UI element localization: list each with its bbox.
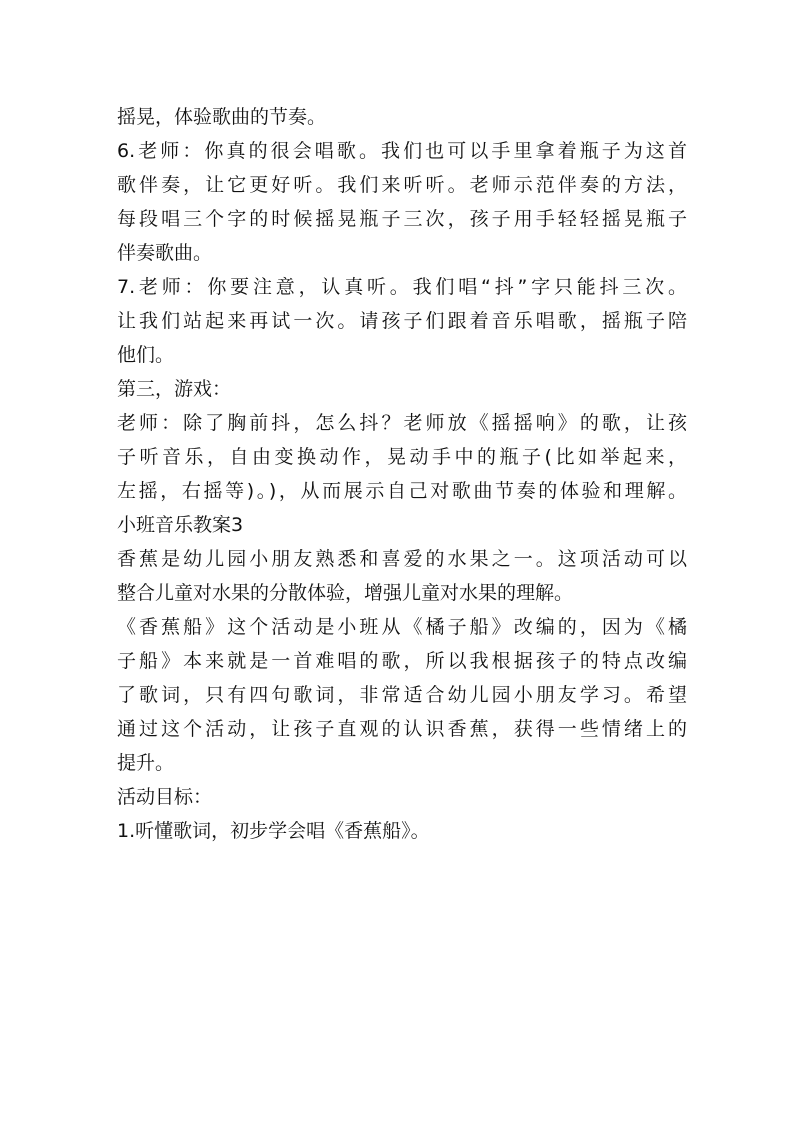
text-line-12: 左摇，右摇等)。)，从而展示自己对歌曲节奏的体验和理解。 [117, 480, 687, 502]
text-line-18: 了歌词，只有四句歌词，非常适合幼儿园小朋友学习。希望 [117, 684, 687, 706]
text-line-14: 香蕉是幼儿园小朋友熟悉和喜爱的水果之一。这项活动可以 [117, 548, 687, 570]
section-heading-goals: 活动目标： [117, 786, 213, 808]
text-line-2: 6.老师：你真的很会唱歌。我们也可以手里拿着瓶子为这首 [117, 140, 687, 162]
goal-item-1: 1.听懂歌词，初步学会唱《香蕉船》。 [117, 820, 430, 842]
text-line-4: 每段唱三个字的时候摇晃瓶子三次，孩子用手轻轻摇晃瓶子 [117, 208, 687, 230]
text-line-7: 让我们站起来再试一次。请孩子们跟着音乐唱歌，摇瓶子陪 [117, 310, 687, 332]
text-line-6: 7.老师：你要注意，认真听。我们唱“抖”字只能抖三次。 [117, 276, 687, 298]
text-line-20: 提升。 [117, 752, 175, 774]
document-body [117, 100, 687, 848]
text-line-1: 摇晃，体验歌曲的节奏。 [117, 106, 327, 128]
text-line-19: 通过这个活动，让孩子直观的认识香蕉，获得一些情绪上的 [117, 718, 687, 740]
text-line-17: 子船》本来就是一首难唱的歌，所以我根据孩子的特点改编 [117, 650, 687, 672]
text-line-16: 《香蕉船》这个活动是小班从《橘子船》改编的，因为《橘 [117, 616, 687, 638]
section-heading-lesson-3: 小班音乐教案3 [117, 514, 244, 536]
text-line-10: 老师：除了胸前抖，怎么抖？老师放《摇摇响》的歌，让孩 [117, 412, 687, 434]
text-line-3: 歌伴奏，让它更好听。我们来听听。老师示范伴奏的方法， [117, 174, 687, 196]
text-line-8: 他们。 [117, 344, 175, 366]
section-heading-game: 第三，游戏： [117, 378, 232, 400]
text-line-15: 整合儿童对水果的分散体验，增强儿童对水果的理解。 [117, 582, 574, 604]
text-line-5: 伴奏歌曲。 [117, 242, 213, 264]
text-line-11: 子听音乐，自由变换动作，晃动手中的瓶子(比如举起来， [117, 446, 687, 468]
